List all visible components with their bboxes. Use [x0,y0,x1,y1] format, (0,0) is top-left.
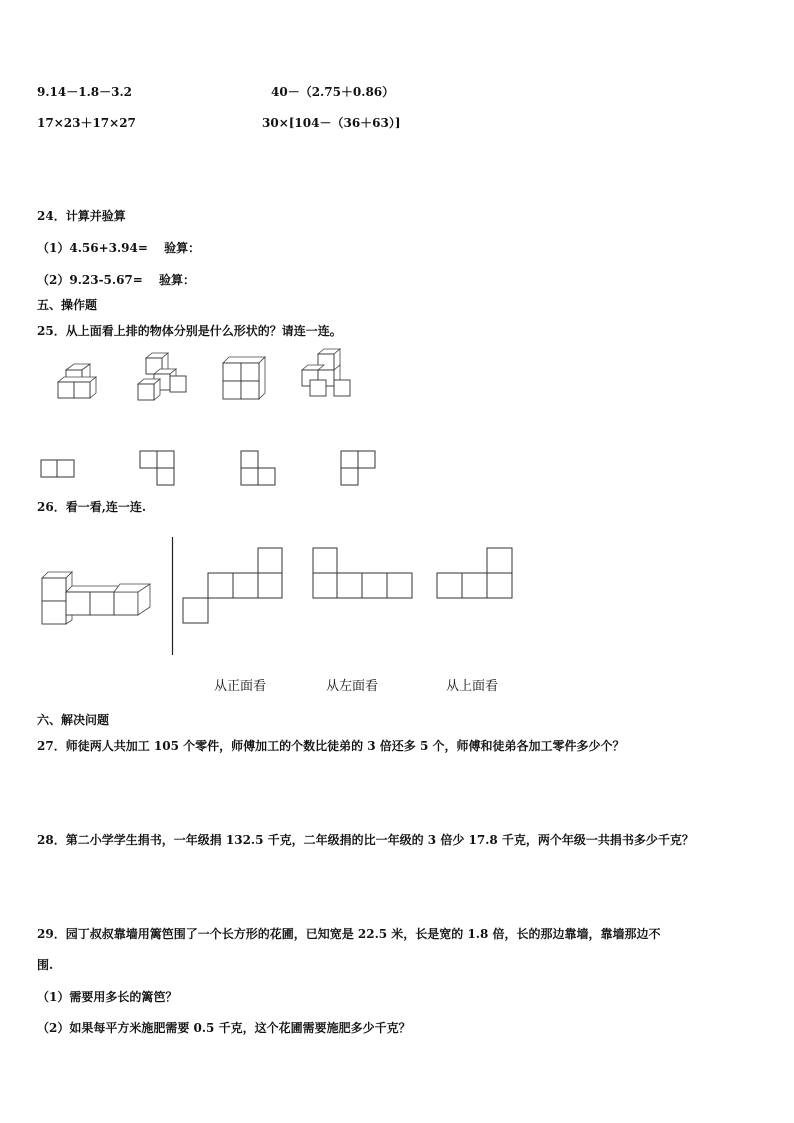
q24-title: 24．计算并验算 [37,209,126,223]
q29-line2: 围. [37,958,54,972]
q25-cube-figure-2 [136,352,188,404]
q27-text: 27．师徒两人共加工 105 个零件，师傅加工的个数比徒弟的 3 倍还多 5 个，师傅和徒弟各加工零件多少个？ [37,739,625,753]
expr-3: 17×23＋17×27 [37,116,136,130]
q26-title: 26．看一看,连一连. [37,500,147,514]
q29-line1: 29．园丁叔叔靠墙用篱笆围了一个长方形的花圃，已知宽是 22.5 米，长是宽的 1.8 倍，长的那边靠墙，靠墙那边不 [37,927,661,941]
q28-text: 28．第二小学学生捐书，一年级捐 132.5 千克，二年级捐的比一年级的 3 倍少 17.8 千克，两个年级一共捐书多少千克？ [37,833,694,847]
q26-view-shape-2 [312,547,414,599]
q25-cube-figure-3 [221,355,269,401]
q29-part1: （1）需要用多长的篱笆？ [37,990,178,1004]
q29-part2: （2）如果每平方米施肥需要 0.5 千克，这个花圃需要施肥多少千克？ [37,1021,411,1035]
q25-view-shape-3 [240,450,278,488]
q25-view-shape-4 [340,450,378,488]
expr-4: 30×[104－（36＋63）] [262,116,401,130]
q26-label-top: 从上面看 [446,679,499,694]
q26-label-front: 从正面看 [214,679,267,694]
q26-view-shape-3 [436,547,514,599]
section-5-heading: 五、操作题 [37,298,98,312]
q24-part2: （2）9.23-5.67= 验算： [37,273,196,287]
q26-label-left: 从左面看 [326,679,379,694]
expr-2: 40－（2.75＋0.86） [271,85,395,99]
q25-title: 25．从上面看上排的物体分别是什么形状的？请连一连。 [37,324,342,338]
q25-cube-figure-4 [300,348,356,400]
q26-view-shape-1 [182,547,284,625]
q26-divider-line [171,537,175,657]
q24-part1: （1）4.56+3.94= 验算： [37,241,201,255]
q25-cube-figure-1 [52,362,104,400]
q25-view-shape-1 [40,459,76,479]
q25-view-shape-2 [139,450,177,488]
section-6-heading: 六、解决问题 [37,713,110,727]
expr-1: 9.14－1.8－3.2 [37,85,132,99]
q26-cube-solid [40,570,156,626]
